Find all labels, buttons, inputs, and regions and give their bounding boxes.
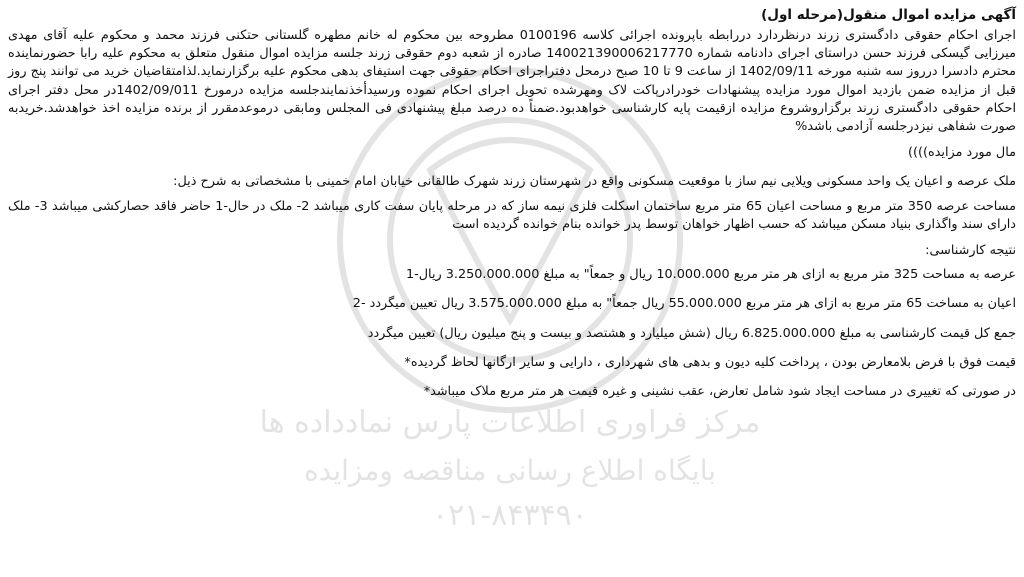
expert-line-land: عرصه به مساحت 325 متر مربع به ازای هر متر مربع 10.000.000 ریال و جمعاً" به مبلغ 3.250.000.000 ریال-1	[405, 267, 1016, 283]
property-heading: مال مورد مزایده))))	[908, 145, 1016, 161]
expert-line-building: اعیان به مساخت 65 متر مربع به ازای هر متر مربع 55.000.000 ریال جمعاً" به مبلغ 3.575.000.000 ریال تعیین میگردد -2	[352, 296, 1016, 312]
notice-paragraph-1: اجرای احکام حقوقی دادگستری زرند درنظردارد دررابطه باپرونده اجرائی کلاسه 0100196 مطروحه بین محکوم له خانم مطهره گلستانی حتکنی فرزند محمد و محکوم علیه آقای مهدی میرزایی گیسکی فرزند حسن دراستای اجرای دادنامه شماره 140021390006217770 صادره از شعبه دوم حقوقی زرند جلسه مزایده اموال منقول متعلق به محکوم علیه رابا حضورنماینده محترم دادسرا درروز سه شنبه مورخه 1402/09/11 از ساعت 9 تا 10 صبح درمحل دفتراجرای احکام حقوقی جهت استیفای بدهی محکوم علیه برگزارنماید.لذامتقاضیان خرید می توانند پنج روز قبل از مزایده ضمن بازدید اموال مورد مزایده پیشنهادات خودرادرپاکت لاک ومهرشده تحویل اجرای احکام نموده ورسیدأخذنمایندجلسه مزایده درمورخ 1402/09/011در محل دفتر اجرای احکام حقوقی دادگستری زرند برگزاروشروع مزایده ازقیمت پایه کارشناسی خواهدبود.ضمناً ده درصد مبلغ پیشنهادی فی المجلس ومابقی درموعدمقرر از برنده مزایده اخذ خواهدشد.خریدبه صورت شفاهی نیزدرجلسه آزادمی باشد%	[8, 28, 1017, 135]
property-details: مساحت عرصه 350 متر مربع و مساحت اعیان 65 متر مربع ساختمان اسکلت فلزی نیمه ساز که در مرحله پایان سفت کاری میباشد 2- ملک در حال-1 حاضر فاقد حصارکشی میباشد 3- ملک دارای سند واگذاری بنیاد مسکن میباشد که حسب اظهار خواهان توسط پدر خوانده بنام خوانده گردیده است	[8, 198, 1016, 232]
expert-note-1: قیمت فوق با فرض بلامعارض بودن ، پرداخت کلیه دیون و بدهی های شهرداری ، دارایی و سایر ارگانها لحاظ گردیده*	[404, 354, 1016, 370]
expert-line-total: جمع کل قیمت کارشناسی به مبلغ 6.825.000.000 ریال (شش میلیارد و هشتصد و بیست و پنج میلیون ریال) تعیین میگردد	[367, 325, 1016, 341]
expert-heading: نتیجه کارشناسی:	[925, 243, 1016, 259]
watermark-line-1: مرکز فراوری اطلاعات پارس نمادداده ها	[259, 405, 761, 440]
notice-title: آگهی مزایده اموال منقول(مرحله اول)	[761, 7, 1016, 23]
expert-note-2: در صورتی که تغییری در مساحت ایجاد شود شامل تعارض، عقب نشینی و غیره قیمت هر متر مربع ملاک میباشد*	[423, 384, 1016, 400]
watermark-line-2: بایگاه اطلاع رسانی مناقصه ومزایده	[303, 454, 717, 487]
watermark-line-3: ۰۲۱-۸۴۳۴۹۰	[432, 498, 588, 533]
property-description: ملک عرصه و اعیان یک واحد مسکونی ویلایی نیم ساز با موقعیت مسکونی واقع در شهرستان زرند شهرک طالقانی خیابان امام خمینی با مشخصاتی به شرح ذیل:	[173, 174, 1016, 190]
